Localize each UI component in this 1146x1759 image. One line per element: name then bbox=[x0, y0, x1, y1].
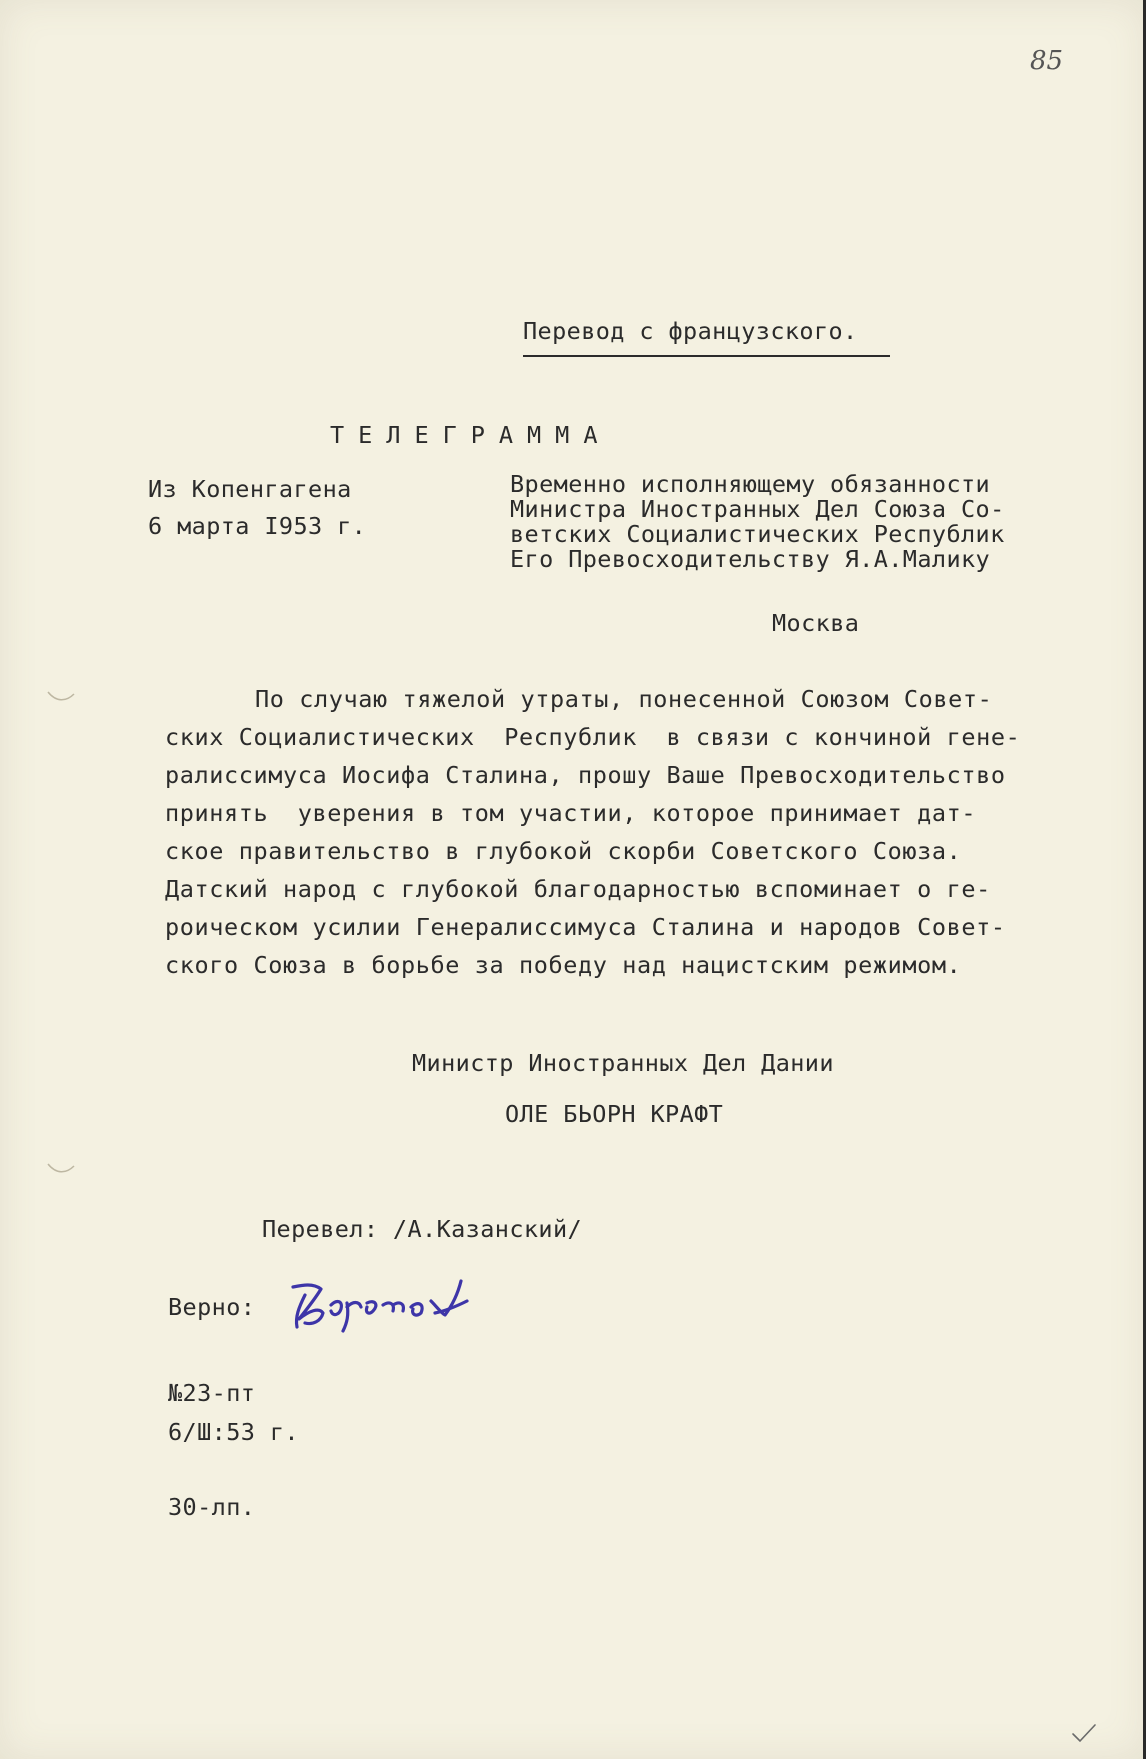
checkmark-icon bbox=[1070, 1722, 1098, 1744]
addressee-line: ветских Социалистических Республик bbox=[510, 520, 1005, 548]
punch-hole-mark bbox=[46, 690, 76, 704]
addressee-line: Его Превосходительству Я.А.Малику bbox=[510, 545, 991, 573]
destination-city: Москва bbox=[772, 609, 860, 637]
origin-date: 6 марта I953 г. bbox=[148, 512, 367, 540]
addressee-line: Министра Иностранных Дел Союза Со- bbox=[510, 495, 1005, 523]
document-heading: Перевод с французского. bbox=[523, 317, 858, 345]
reference-date: 6/Ш:53 г. bbox=[168, 1418, 299, 1446]
body-line: принять уверения в том участии, которое принимает дат- bbox=[165, 799, 977, 827]
body-line: ралиссимуса Иосифа Сталина, прошу Ваше Превосходительство bbox=[165, 761, 1006, 789]
heading-underline bbox=[523, 355, 890, 357]
handwritten-signature bbox=[285, 1267, 495, 1337]
signatory-title: Министр Иностранных Дел Дании bbox=[412, 1049, 834, 1077]
body-line: По случаю тяжелой утраты, понесенной Союзом Совет- bbox=[255, 685, 993, 713]
body-line: ское правительство в глубокой скорби Советского Союза. bbox=[165, 837, 962, 865]
origin-place: Из Копенгагена bbox=[148, 475, 352, 503]
page-number: 85 bbox=[1030, 46, 1064, 76]
document-title: ТЕЛЕГРАММА bbox=[330, 421, 612, 449]
copies-count: 30-лп. bbox=[168, 1493, 256, 1521]
reference-number: №23-пт bbox=[168, 1379, 256, 1407]
verified-label: Верно: bbox=[168, 1293, 256, 1321]
body-line: роическом усилии Генералиссимуса Сталина и народов Совет- bbox=[165, 913, 1006, 941]
signatory-name: ОЛЕ БЬОРН КРАФТ bbox=[505, 1100, 724, 1128]
addressee-line: Временно исполняющему обязанности bbox=[510, 470, 991, 498]
body-line: Датский народ с глубокой благодарностью вспоминает о ге- bbox=[165, 875, 991, 903]
body-line: ских Социалистических Республик в связи с кончиной гене- bbox=[165, 723, 1021, 751]
body-line: ского Союза в борьбе за победу над нацистским режимом. bbox=[165, 951, 962, 979]
punch-hole-mark bbox=[46, 1162, 76, 1176]
translator-line: Перевел: /А.Казанский/ bbox=[262, 1215, 583, 1243]
